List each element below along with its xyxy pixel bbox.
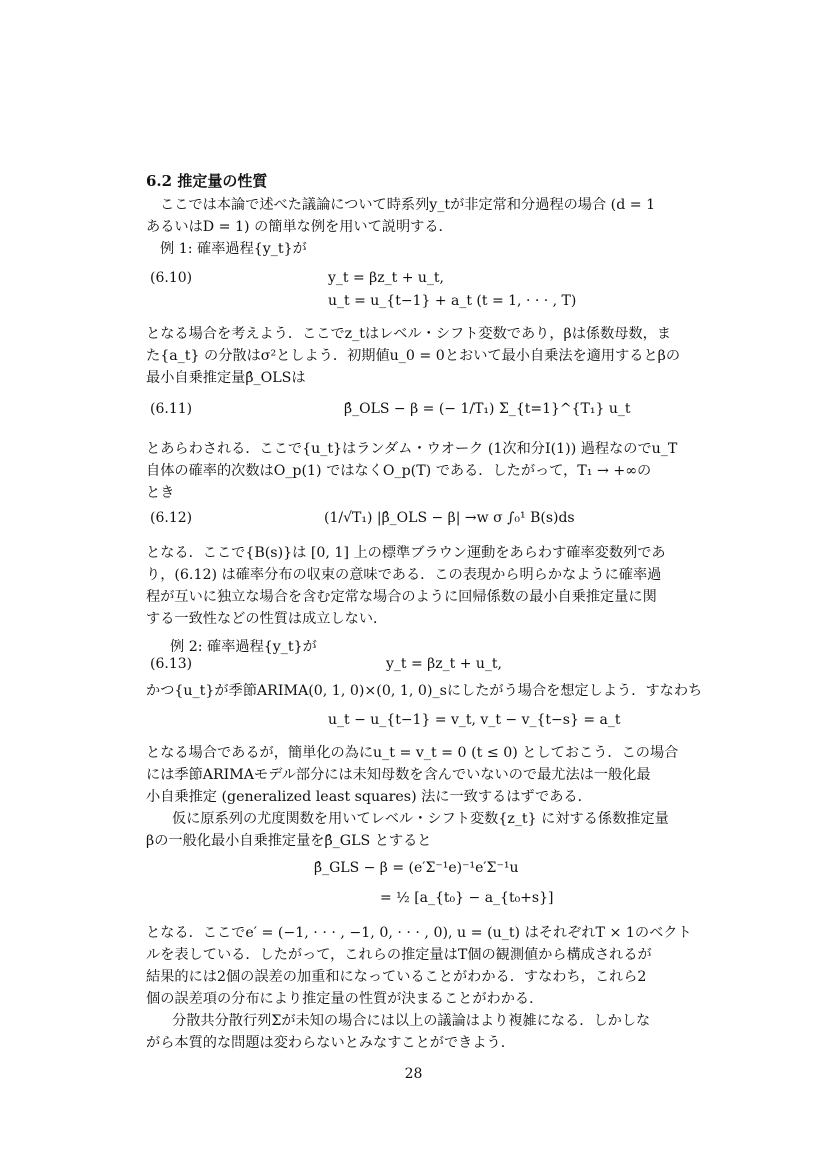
paragraph-6-line-4: 仮に原系列の尤度関数を用いてレベル・シフト変数{z_t} に対する係数推定量 [172, 811, 669, 827]
equation-6-10-line-1: y_t = βz_t + u_t, [328, 270, 444, 286]
paragraph-7-line-6: がら本質的な問題は変わらないとみなすことができよう． [146, 1035, 515, 1051]
equation-6-13: y_t = βz_t + u_t, [386, 656, 502, 672]
paragraph-7-line-3: 結果的には2個の誤差の加重和になっていることがわかる．すなわち，これら2 [146, 969, 647, 985]
equation-gls-line-2: = ½ [a_{t₀} − a_{t₀+s}] [380, 890, 554, 906]
equation-6-12: (1/√T₁) |β̂_OLS − β| →w σ ∫₀¹ B(s)ds [324, 510, 575, 526]
paragraph-4-line-1: となる．ここで{B(s)}は [0, 1] 上の標準ブラウン運動をあらわす確率変数列であ [146, 545, 666, 561]
equation-6-11: β̂_OLS − β = (− 1/T₁) Σ_{t=1}^{T₁} u_t [344, 401, 631, 417]
paragraph-7-line-1: となる．ここでe′ = (−1, · · · , −1, 0, · · · , 0), u = (u_t) はそれぞれT × 1のベクト [146, 925, 692, 941]
example-2-label: 例 2: 確率過程{y_t}が [170, 639, 317, 655]
equation-number-6-12: (6.12) [150, 510, 193, 526]
paragraph-2-line-2: た{a_t} の分散はσ²としよう．初期値u_0 = 0とおいて最小自乗法を適用するとβの [146, 348, 681, 364]
paragraph-6-line-5: βの一般化最小自乗推定量をβ̂_GLS とすると [146, 833, 432, 849]
paragraph-6-line-3: 小自乗推定 (generalized least squares) 法に一致するはずである． [146, 789, 592, 805]
paragraph-6-line-2: には季節ARIMAモデル部分には未知母数を含んでいないので最尤法は一般化最 [146, 767, 651, 783]
paragraph-3-line-3: とき [146, 485, 175, 501]
paragraph-3-line-1: とあらわされる．ここで{u_t}はランダム・ウオーク (1次和分I(1)) 過程なのでu_T [146, 441, 678, 457]
paragraph-intro-line-2: あるいはD = 1) の簡単な例を用いて説明する． [146, 219, 453, 235]
paragraph-4-line-4: する一致性などの性質は成立しない． [146, 611, 388, 627]
equation-number-6-10: (6.10) [150, 270, 193, 286]
paragraph-7-line-4: 個の誤差項の分布により推定量の性質が決まることがわかる． [146, 991, 544, 1007]
paragraph-intro-line-1: ここでは本論で述べた議論について時系列y_tが非定常和分過程の場合 (d = 1 [160, 197, 656, 213]
paragraph-2-line-1: となる場合を考えよう．ここでz_tはレベル・シフト変数であり，βは係数母数，ま [146, 326, 672, 342]
paragraph-4-line-3: 程が互いに独立な場合を含む定常な場合のように回帰係数の最小自乗推定量に関 [146, 589, 657, 605]
paragraph-5: かつ{u_t}が季節ARIMA(0, 1, 0)×(0, 1, 0)_sにしたがう場合を想定しよう．すなわち [146, 683, 703, 699]
paragraph-7-line-5: 分散共分散行列Σが未知の場合には以上の議論はより複雑になる．しかしな [172, 1013, 651, 1029]
equation-number-6-11: (6.11) [150, 401, 193, 417]
paragraph-4-line-2: り，(6.12) は確率分布の収束の意味である．この表現から明らかなように確率過 [146, 567, 662, 583]
paragraph-7-line-2: ルを表している．したがって，これらの推定量はT個の観測値から構成されるが [146, 947, 652, 963]
section-heading: 6.2 推定量の性質 [146, 172, 268, 190]
example-1-label: 例 1: 確率過程{y_t}が [160, 241, 307, 257]
equation-6-10-line-2: u_t = u_{t−1} + a_t (t = 1, · · · , T) [328, 293, 577, 309]
paragraph-2-line-3: 最小自乗推定量β̂_OLSは [146, 370, 306, 386]
equation-seasonal-arima: u_t − u_{t−1} = v_t, v_t − v_{t−s} = a_t [328, 712, 621, 728]
equation-number-6-13: (6.13) [150, 656, 193, 672]
paragraph-6-line-1: となる場合であるが，簡単化の為にu_t = v_t = 0 (t ≤ 0) としておこう．この場合 [146, 745, 679, 761]
page-number: 28 [404, 1066, 423, 1082]
paragraph-3-line-2: 自体の確率的次数はO_p(1) ではなくO_p(T) である．したがって，T₁ → +∞の [146, 463, 652, 479]
equation-gls-line-1: β̂_GLS − β = (e′Σ⁻¹e)⁻¹e′Σ⁻¹u [314, 860, 519, 876]
